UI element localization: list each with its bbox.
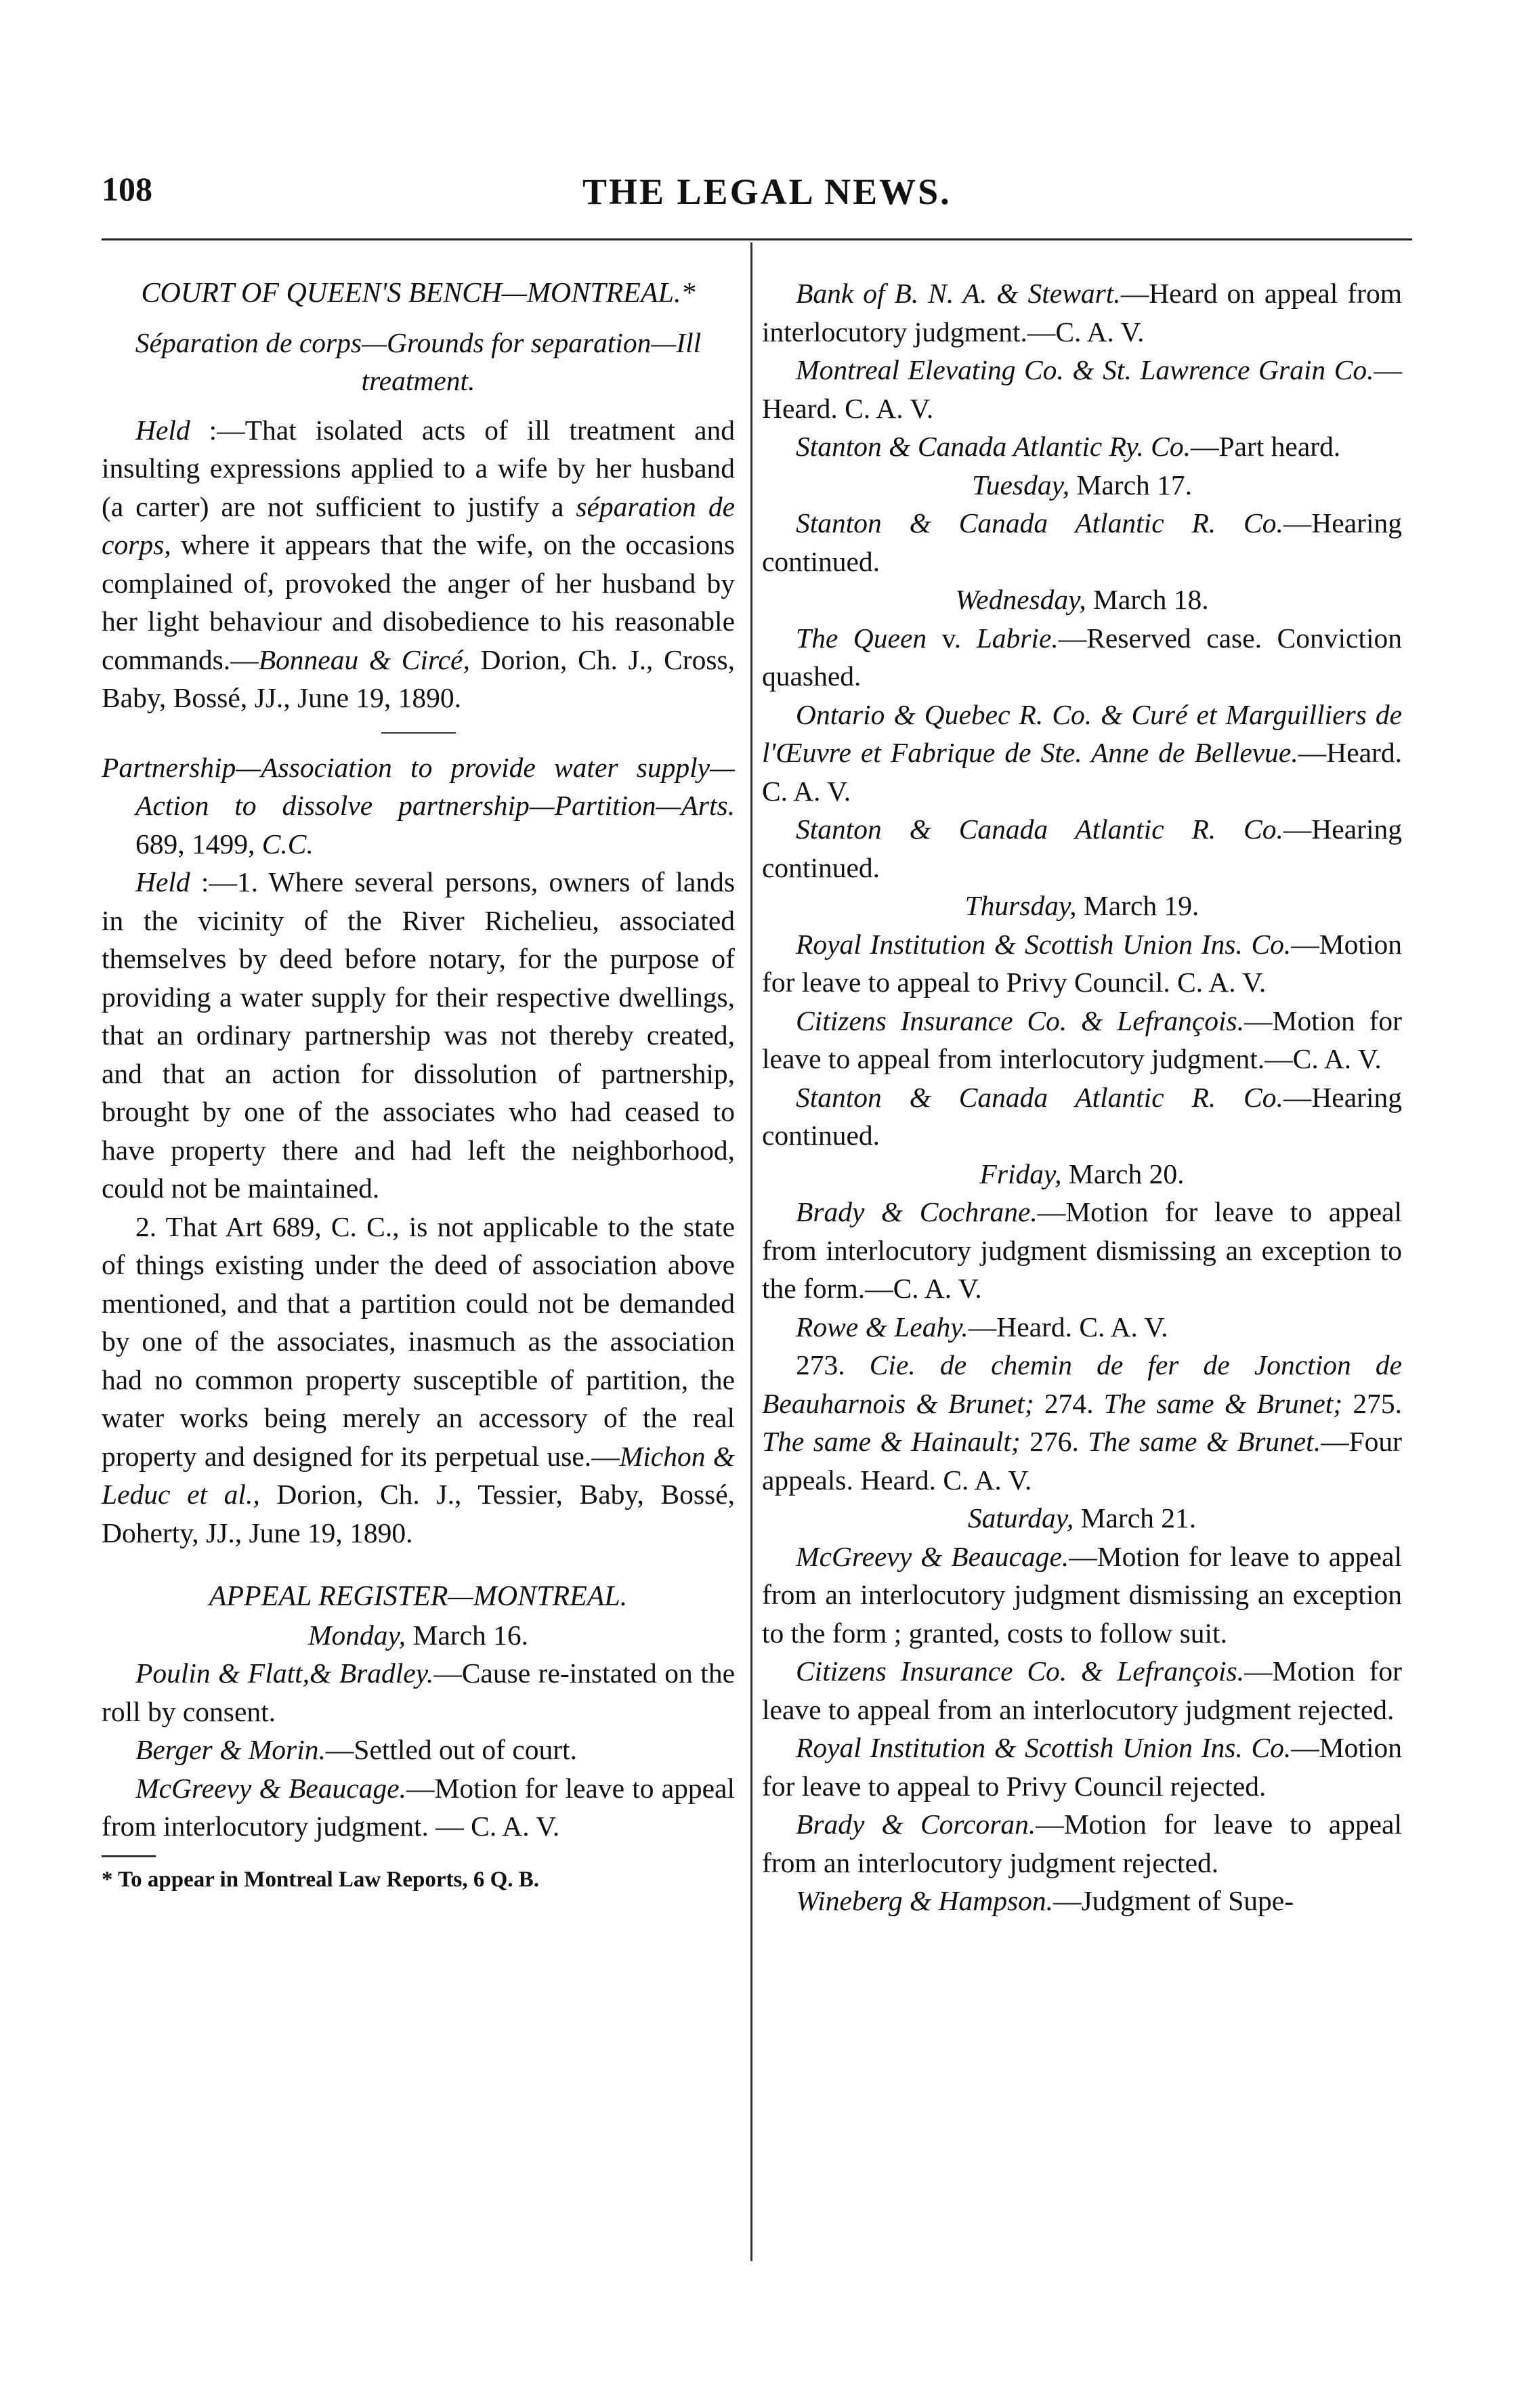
date-saturday	[762, 1499, 1402, 1538]
entry-text: —Motion for leave to appeal from interlocutory judgment dismissing an exception to the form.—C. A. V.	[762, 1196, 1402, 1304]
left-column	[102, 274, 735, 1895]
day-date: March 16.	[406, 1619, 528, 1651]
entry	[762, 1002, 1402, 1078]
case2-citation: Dorion, Ch. J., Tessier, Baby, Bossé, Doherty, JJ., June 19, 1890.	[102, 1479, 735, 1548]
entry-case-name: Stanton & Canada Atlantic R. Co.	[796, 1081, 1283, 1113]
entry-text: —Settled out of court.	[325, 1734, 577, 1765]
entry-case-name: Stanton & Canada Atlantic R. Co.	[796, 507, 1283, 538]
footnote-rule	[102, 1855, 156, 1857]
case2-subject-plain: 689, 1499,	[135, 828, 262, 860]
date-thursday	[762, 887, 1402, 925]
entry-text: —Motion for leave to appeal from interlocutory judgment.—C. A. V.	[762, 1005, 1402, 1074]
held-italic: séparation de corps,	[102, 490, 735, 560]
date-tuesday	[762, 466, 1402, 505]
court-heading: COURT OF QUEEN'S BENCH—MONTREAL.*	[141, 278, 696, 309]
day-date: March 19.	[1076, 890, 1199, 921]
entry-versus: v.	[927, 622, 977, 654]
day-name: Friday,	[979, 1158, 1062, 1189]
day-name: Monday,	[307, 1619, 406, 1651]
entry-text: —Four appeals. Heard. C. A. V.	[762, 1426, 1402, 1496]
entry	[762, 1729, 1402, 1805]
case2-name: Michon & Leduc et al.,	[102, 1440, 735, 1510]
date-wednesday	[762, 580, 1402, 619]
entry-case-name: Bank of B. N. A. & Stewart.	[796, 278, 1121, 309]
held-label: Held	[135, 414, 190, 446]
entry-case-name: Citizens Insurance Co. & Lefrançois.	[796, 1655, 1245, 1687]
entry-text: —Heard. C. A. V.	[762, 354, 1402, 424]
case1-name: Bonneau & Circé,	[258, 643, 470, 675]
entry-text: —Hearing continued.	[762, 814, 1402, 883]
entry-case-name: Stanton & Canada Atlantic Ry. Co.	[796, 431, 1191, 462]
held-2-text: 2. That Art 689, C. C., is not applicable to the state of things existing under the deed of association above mentioned, and that a partition could not be demanded by one of the associates, inasmuch as the association had no common property susceptible of partition, the water works being merely an accessory of the real property and designed for its perpetual use.—	[102, 1210, 735, 1472]
entry-case-name: Rowe & Leahy.	[796, 1311, 969, 1343]
entry	[762, 1882, 1402, 1920]
entry-text: —Judgment of Supe-	[1053, 1885, 1294, 1916]
column-divider	[750, 242, 752, 2261]
entry	[762, 504, 1402, 580]
entry-case-name: Stanton & Canada Atlantic R. Co.	[796, 814, 1283, 845]
entry	[762, 427, 1402, 466]
held-text: :—That isolated acts of ill treatment and insulting expressions applied to a wife by her husband (a carter) are not sufficient to justify a	[102, 414, 735, 522]
page-number: 108	[102, 170, 152, 208]
entry-case-name-2: Labrie.	[976, 622, 1059, 654]
appeal-number: 274.	[1034, 1387, 1104, 1419]
entry	[762, 274, 1402, 351]
entry	[762, 1538, 1402, 1653]
day-name: Saturday,	[967, 1502, 1074, 1534]
entry	[762, 810, 1402, 887]
case2-subject-italic: Partnership—Association to provide water supply—Action to dissolve partnership—Partition—Arts.	[102, 751, 735, 821]
running-title: THE LEGAL NEWS.	[582, 171, 952, 212]
entry-case-name: Brady & Cochrane.	[796, 1196, 1038, 1227]
entry-case-name: Berger & Morin.	[135, 1734, 326, 1765]
entry-case-name: Brady & Corcoran.	[796, 1809, 1036, 1840]
entry-text: —Hearing continued.	[762, 1081, 1402, 1151]
entry	[102, 1731, 735, 1769]
entry-text: —Motion for leave to appeal from interlocutory judgment. — C. A. V.	[102, 1772, 735, 1842]
entry-case-name: Cie. de chemin de fer de Jonction de Beauharnois & Brunet;	[762, 1349, 1402, 1419]
right-column	[762, 274, 1402, 1920]
entry-case-name: McGreevy & Beaucage.	[135, 1772, 406, 1804]
entry-text: —Heard on appeal from interlocutory judgment.—C. A. V.	[762, 278, 1402, 347]
entry-case-name: The same & Hainault;	[762, 1426, 1021, 1457]
entry-case-name: Royal Institution & Scottish Union Ins. Co.	[796, 928, 1292, 960]
day-date: March 21.	[1074, 1502, 1197, 1534]
day-name: Tuesday,	[971, 469, 1070, 501]
entry-text: —Motion for leave to appeal from an interlocutory judgment rejected.	[762, 1809, 1402, 1878]
entry	[762, 1805, 1402, 1882]
entry-case-name: Poulin & Flatt,& Bradley.	[135, 1657, 434, 1689]
case2-held-1	[102, 863, 735, 1208]
entry-text: —Motion for leave to appeal to Privy Council rejected.	[762, 1732, 1402, 1802]
entry-numbered-appeals	[762, 1346, 1402, 1499]
entry-text: —Cause re-instated on the roll by consent.	[102, 1657, 735, 1727]
entry	[762, 696, 1402, 811]
entry	[762, 1193, 1402, 1308]
appeal-number: 276.	[1020, 1426, 1088, 1457]
case2-subject	[102, 748, 735, 864]
entry-case-name: Wineberg & Hampson.	[796, 1885, 1054, 1916]
entry	[762, 619, 1402, 696]
entry-case-name: The Queen	[796, 622, 927, 654]
entry-case-name: Citizens Insurance Co. & Lefrançois.	[796, 1005, 1245, 1036]
held-label: Held	[135, 866, 190, 897]
section-rule	[381, 732, 456, 734]
appeal-number: 273.	[796, 1349, 870, 1380]
entry-text: —Hearing continued.	[762, 507, 1402, 577]
entry	[762, 1308, 1402, 1347]
date-friday	[762, 1155, 1402, 1194]
entry-text: —Motion for leave to appeal from an interlocutory judgment rejected.	[762, 1655, 1402, 1725]
entry-case-name: Royal Institution & Scottish Union Ins. Co.	[796, 1732, 1292, 1763]
entry-text: —Motion for leave to appeal to Privy Council. C. A. V.	[762, 928, 1402, 998]
day-date: March 18.	[1086, 584, 1209, 615]
entry	[102, 1769, 735, 1846]
case2-held-2	[102, 1208, 735, 1552]
entry-case-name: McGreevy & Beaucage.	[796, 1540, 1069, 1572]
entry	[762, 1078, 1402, 1155]
entry-text: —Heard. C. A. V.	[762, 737, 1402, 807]
entry-case-name: The same & Brunet.	[1088, 1426, 1321, 1457]
entry-text: —Heard. C. A. V.	[968, 1311, 1168, 1343]
entry	[102, 1654, 735, 1731]
case2-subject-end: C.C.	[261, 828, 314, 860]
entry-case-name: Ontario & Quebec R. Co. & Curé et Marguilliers de l'Œuvre et Fabrique de Ste. Anne de Bellevue.	[762, 698, 1402, 768]
entry-case-name: The same & Brunet;	[1103, 1387, 1343, 1419]
day-name: Wednesday,	[955, 584, 1086, 615]
entry	[762, 925, 1402, 1002]
day-date: March 17.	[1069, 469, 1193, 501]
appeal-number: 275.	[1342, 1387, 1402, 1419]
entry	[762, 1652, 1402, 1729]
entry-text: —Motion for leave to appeal from an interlocutory judgment dismissing an exception to the form ; granted, costs to follow suit.	[762, 1540, 1402, 1649]
entry-text: —Part heard.	[1190, 431, 1341, 462]
entry-case-name: Montreal Elevating Co. & St. Lawrence Grain Co.	[796, 354, 1374, 385]
entry-text: —Reserved case. Conviction quashed.	[762, 622, 1403, 692]
footnote: * To appear in Montreal Law Reports, 6 Q. B.	[102, 1867, 539, 1892]
case1-paragraph	[102, 411, 735, 717]
day-date: March 20.	[1061, 1158, 1185, 1189]
case1-subject: Séparation de corps—Grounds for separation—Ill treatment.	[135, 326, 702, 396]
day-name: Thursday,	[964, 890, 1077, 921]
date-monday	[102, 1616, 735, 1655]
held-text-2: where it appears that the wife, on the occasions complained of, provoked the anger of her husband by her light behaviour and disobedience to his reasonable commands.—	[102, 529, 735, 675]
case1-citation: Dorion, Ch. J., Cross, Baby, Bossé, JJ., June 19, 1890.	[102, 643, 735, 713]
header-rule	[102, 238, 1412, 240]
entry	[762, 351, 1402, 427]
held-1-text: :—1. Where several persons, owners of lands in the vicinity of the River Richelieu, associated themselves by deed before notary, for the purpose of providing a water supply for their respective dwellings, that an ordinary partnership was not thereby created, and that an action for dissolution of partnership, brought by one of the associates who had ceased to have property there and had left the neighborhood, could not be maintained.	[102, 866, 735, 1204]
appeal-register-heading: APPEAL REGISTER—MONTREAL.	[209, 1581, 628, 1612]
